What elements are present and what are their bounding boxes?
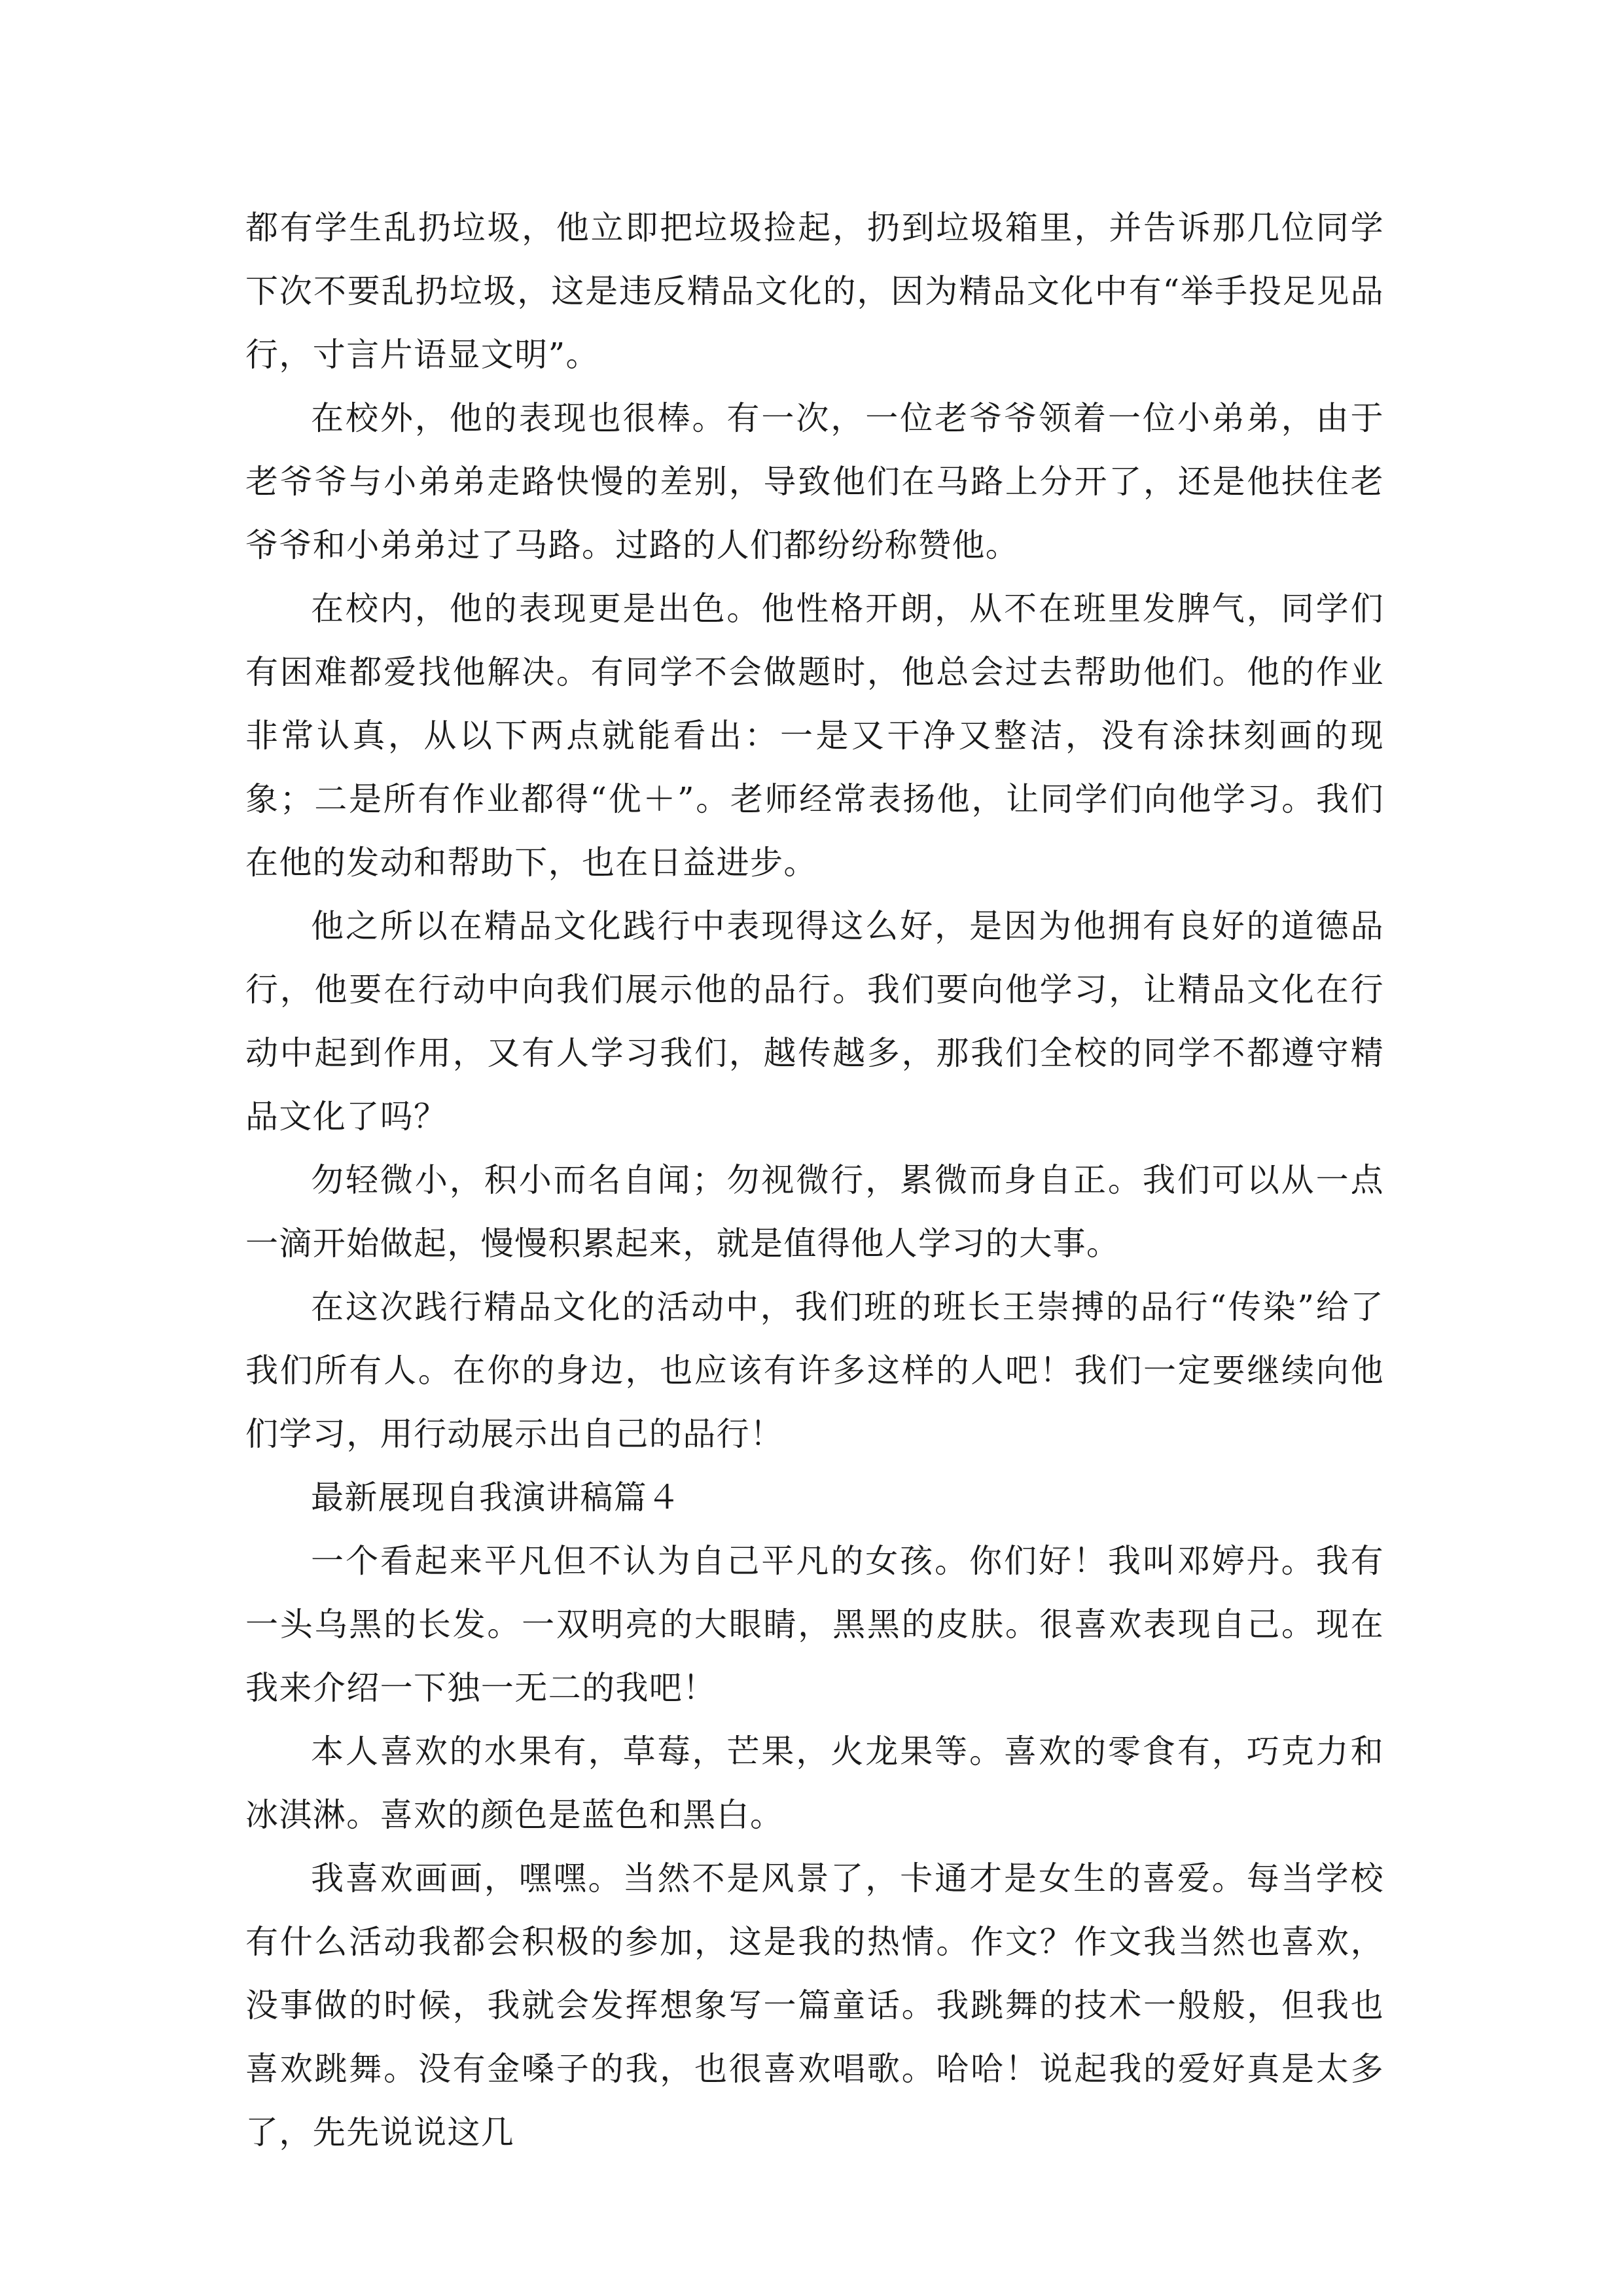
paragraph: 在这次践行精品文化的活动中，我们班的班长王崇搏的品行“传染”给了我们所有人。在你的身边，也应该有许多这样的人吧！我们一定要继续向他们学习，用行动展示出自己的品行！ bbox=[245, 1288, 1384, 1453]
paragraph: 在校内，他的表现更是出色。他性格开朗，从不在班里发脾气，同学们有困难都爱找他解决。有同学不会做题时，他总会过去帮助他们。他的作业非常认真，从以下两点就能看出：一是又干净又整洁，没有涂抹刻画的现象；二是所有作业都得“优＋”。老师经常表扬他，让同学们向他学习。我们在他的发动和帮助下，也在日益进步。 bbox=[245, 590, 1384, 882]
paragraph: 他之所以在精品文化践行中表现得这么好，是因为他拥有良好的道德品行，他要在行动中向我们展示他的品行。我们要向他学习，让精品文化在行动中起到作用，又有人学习我们，越传越多，那我们全校的同学不都遵守精品文化了吗？ bbox=[245, 907, 1384, 1136]
section-heading: 最新展现自我演讲稿篇４ bbox=[311, 1479, 681, 1516]
paragraph: 一个看起来平凡但不认为自己平凡的女孩。你们好！我叫邓婷丹。我有一头乌黑的长发。一双明亮的大眼睛，黑黑的皮肤。很喜欢表现自己。现在我来介绍一下独一无二的我吧！ bbox=[245, 1542, 1384, 1707]
paragraph: 勿轻微小，积小而名自闻；勿视微行，累微而身自正。我们可以从一点一滴开始做起，慢慢积累起来，就是值得他人学习的大事。 bbox=[245, 1161, 1384, 1263]
paragraph: 我喜欢画画，嘿嘿。当然不是风景了，卡通才是女生的喜爱。每当学校有什么活动我都会积极的参加，这是我的热情。作文？作文我当然也喜欢，没事做的时候，我就会发挥想象写一篇童话。我跳舞的技术一般般，但我也喜欢跳舞。没有金嗓子的我，也很喜欢唱歌。哈哈！说起我的爱好真是太多了，先先说说这几 bbox=[245, 1859, 1384, 2151]
paragraph: 在校外，他的表现也很棒。有一次，一位老爷爷领着一位小弟弟，由于老爷爷与小弟弟走路快慢的差别，导致他们在马路上分开了，还是他扶住老爷爷和小弟弟过了马路。过路的人们都纷纷称赞他。 bbox=[245, 399, 1384, 564]
paragraph: 都有学生乱扔垃圾，他立即把垃圾捡起，扔到垃圾箱里，并告诉那几位同学下次不要乱扔垃圾，这是违反精品文化的，因为精品文化中有“举手投足见品行，寸言片语显文明”。 bbox=[245, 209, 1384, 374]
paragraph: 本人喜欢的水果有，草莓，芒果，火龙果等。喜欢的零食有，巧克力和冰淇淋。喜欢的颜色是蓝色和黑白。 bbox=[245, 1732, 1384, 1834]
body-text bbox=[245, 196, 1384, 2164]
